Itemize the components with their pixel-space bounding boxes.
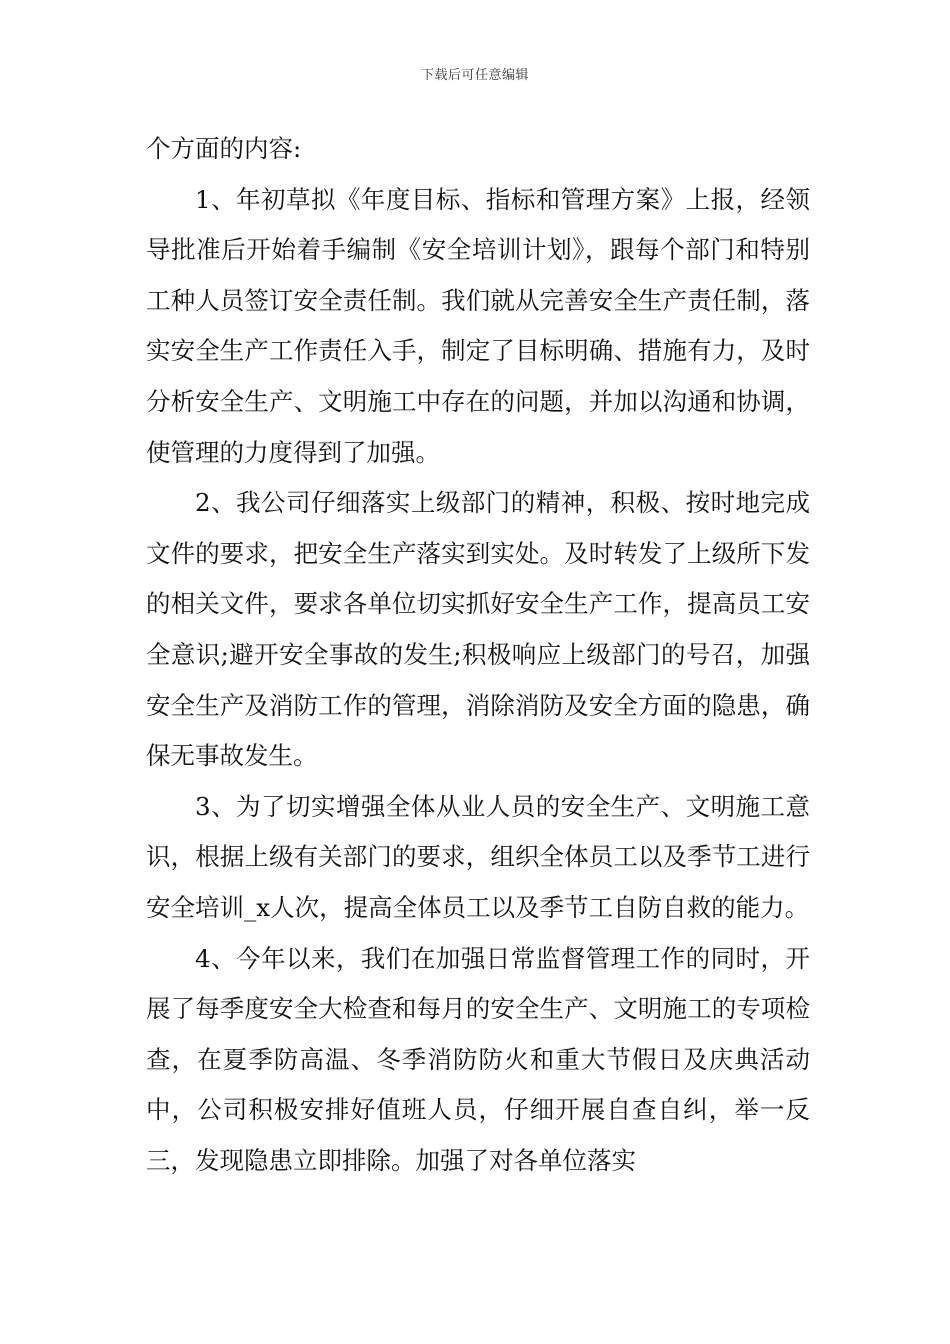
paragraph-item-2: 2、我公司仔细落实上级部门的精神，积极、按时地完成文件的要求，把安全生产落实到实处。及时转发了上级所下发的相关文件，要求各单位切实抓好安全生产工作，提高员工安全意识;避开安全事故的发生;积极响应上级部门的号召，加强安全生产及消防工作的管理，消除消防及安全方面的隐患，确保无事故发生。 <box>146 488 810 771</box>
paragraph-item-4: 4、今年以来，我们在加强日常监督管理工作的同时，开展了每季度安全大检查和每月的安全生产、文明施工的专项检查，在夏季防高温、冬季消防防火和重大节假日及庆典活动中，公司积极安排好值班人员，仔细开展自查自纠，举一反三，发现隐患立即排除。加强了对各单位落实 <box>146 943 810 1175</box>
paragraph-item-1: 1、年初草拟《年度目标、指标和管理方案》上报，经领导批准后开始着手编制《安全培训计划》，跟每个部门和特别工种人员签订安全责任制。我们就从完善安全生产责任制，落实安全生产工作责任入手，制定了目标明确、措施有力，及时分析安全生产、文明施工中存在的问题，并加以沟通和协调，使管理的力度得到了加强。 <box>146 184 810 467</box>
page-header: 下载后可任意编辑 <box>420 68 529 83</box>
paragraph-item-3: 3、为了切实增强全体从业人员的安全生产、文明施工意识，根据上级有关部门的要求，组织全体员工以及季节工进行安全培训_x人次，提高全体员工以及季节工自防自救的能力。 <box>146 791 810 922</box>
document-body <box>146 124 810 1186</box>
paragraph-continuation: 个方面的内容: <box>146 134 302 163</box>
